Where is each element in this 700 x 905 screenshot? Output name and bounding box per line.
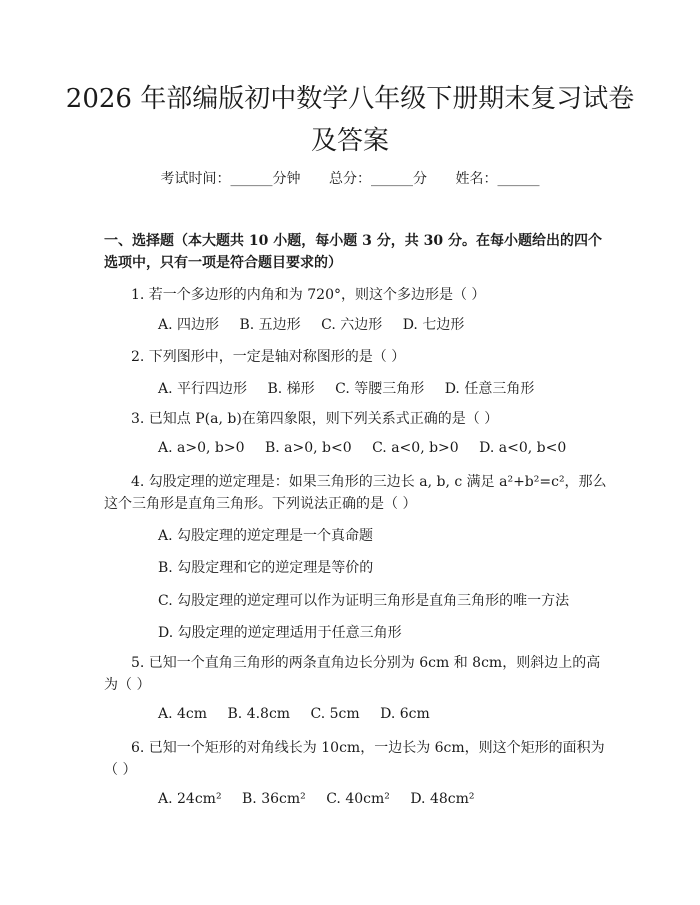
option-a: A. a>0, b>0 <box>158 440 245 456</box>
option-a: A. 四边形 <box>158 317 220 333</box>
question-stem: 4. 勾股定理的逆定理是：如果三角形的三边长 a, b, c 满足 a²+b²=c²，那么这个三角形是直角三角形。下列说法正确的是（ ） <box>104 474 607 512</box>
question-1-options <box>158 314 480 334</box>
question-stem: 3. 已知点 P(a, b)在第四象限，则下列关系式正确的是（ ） <box>131 411 499 427</box>
student-name-field: 姓名：______ <box>455 171 540 187</box>
option-a: A. 勾股定理的逆定理是一个真命题 <box>158 528 374 544</box>
option-b: B. 五边形 <box>239 317 301 333</box>
question-stem: 2. 下列图形中，一定是轴对称图形的是（ ） <box>131 349 406 365</box>
question-5-options <box>158 706 446 722</box>
question-5 <box>104 652 608 696</box>
option-a: A. 平行四边形 <box>158 381 248 397</box>
question-3-options <box>158 440 582 456</box>
question-1 <box>104 284 608 306</box>
option-d: D. 七边形 <box>402 317 465 333</box>
option-d: D. 6cm <box>380 706 430 722</box>
question-4 <box>104 471 608 515</box>
document-title: 2026 年部编版初中数学八年级下册期末复习试卷及答案 <box>65 84 635 156</box>
question-stem: 5. 已知一个直角三角形的两条直角边长分别为 6cm 和 8cm，则斜边上的高为（ ） <box>104 655 601 693</box>
exam-time-field: 考试时间：______分钟 <box>160 171 301 187</box>
question-2 <box>104 346 608 368</box>
option-d: D. a<0, b<0 <box>479 440 567 456</box>
option-c: C. 等腰三角形 <box>335 381 425 397</box>
option-c: C. 勾股定理的逆定理可以作为证明三角形是直角三角形的唯一方法 <box>158 593 570 609</box>
total-score-field: 总分：______分 <box>329 171 427 187</box>
option-d: D. 勾股定理的逆定理适用于任意三角形 <box>158 625 402 641</box>
option-b: B. 梯形 <box>267 381 315 397</box>
question-2-options <box>158 378 550 398</box>
question-6 <box>104 737 608 781</box>
option-d: D. 任意三角形 <box>444 381 535 397</box>
option-d: D. 48cm² <box>410 791 475 807</box>
option-a: A. 4cm <box>158 706 208 722</box>
question-6-options <box>158 791 490 807</box>
option-a: A. 24cm² <box>158 791 222 807</box>
question-stem: 6. 已知一个矩形的对角线长为 10cm，一边长为 6cm，则这个矩形的面积为（ ） <box>104 740 605 778</box>
exam-meta <box>0 168 700 188</box>
option-c: C. 40cm² <box>326 791 390 807</box>
option-c: C. 六边形 <box>321 317 383 333</box>
option-c: C. 5cm <box>310 706 360 722</box>
option-b: B. 4.8cm <box>227 706 291 722</box>
section-heading: 一、选择题（本大题共 10 小题，每小题 3 分，共 30 分。在每小题给出的四个选项中，只有一项是符合题目要求的） <box>104 233 602 271</box>
option-b: B. 勾股定理和它的逆定理是等价的 <box>158 560 374 576</box>
option-b: B. 36cm² <box>242 791 306 807</box>
question-3 <box>104 408 608 430</box>
option-c: C. a<0, b>0 <box>372 440 459 456</box>
option-b: B. a>0, b<0 <box>264 440 352 456</box>
question-stem: 1. 若一个多边形的内角和为 720°，则这个多边形是（ ） <box>131 287 486 303</box>
